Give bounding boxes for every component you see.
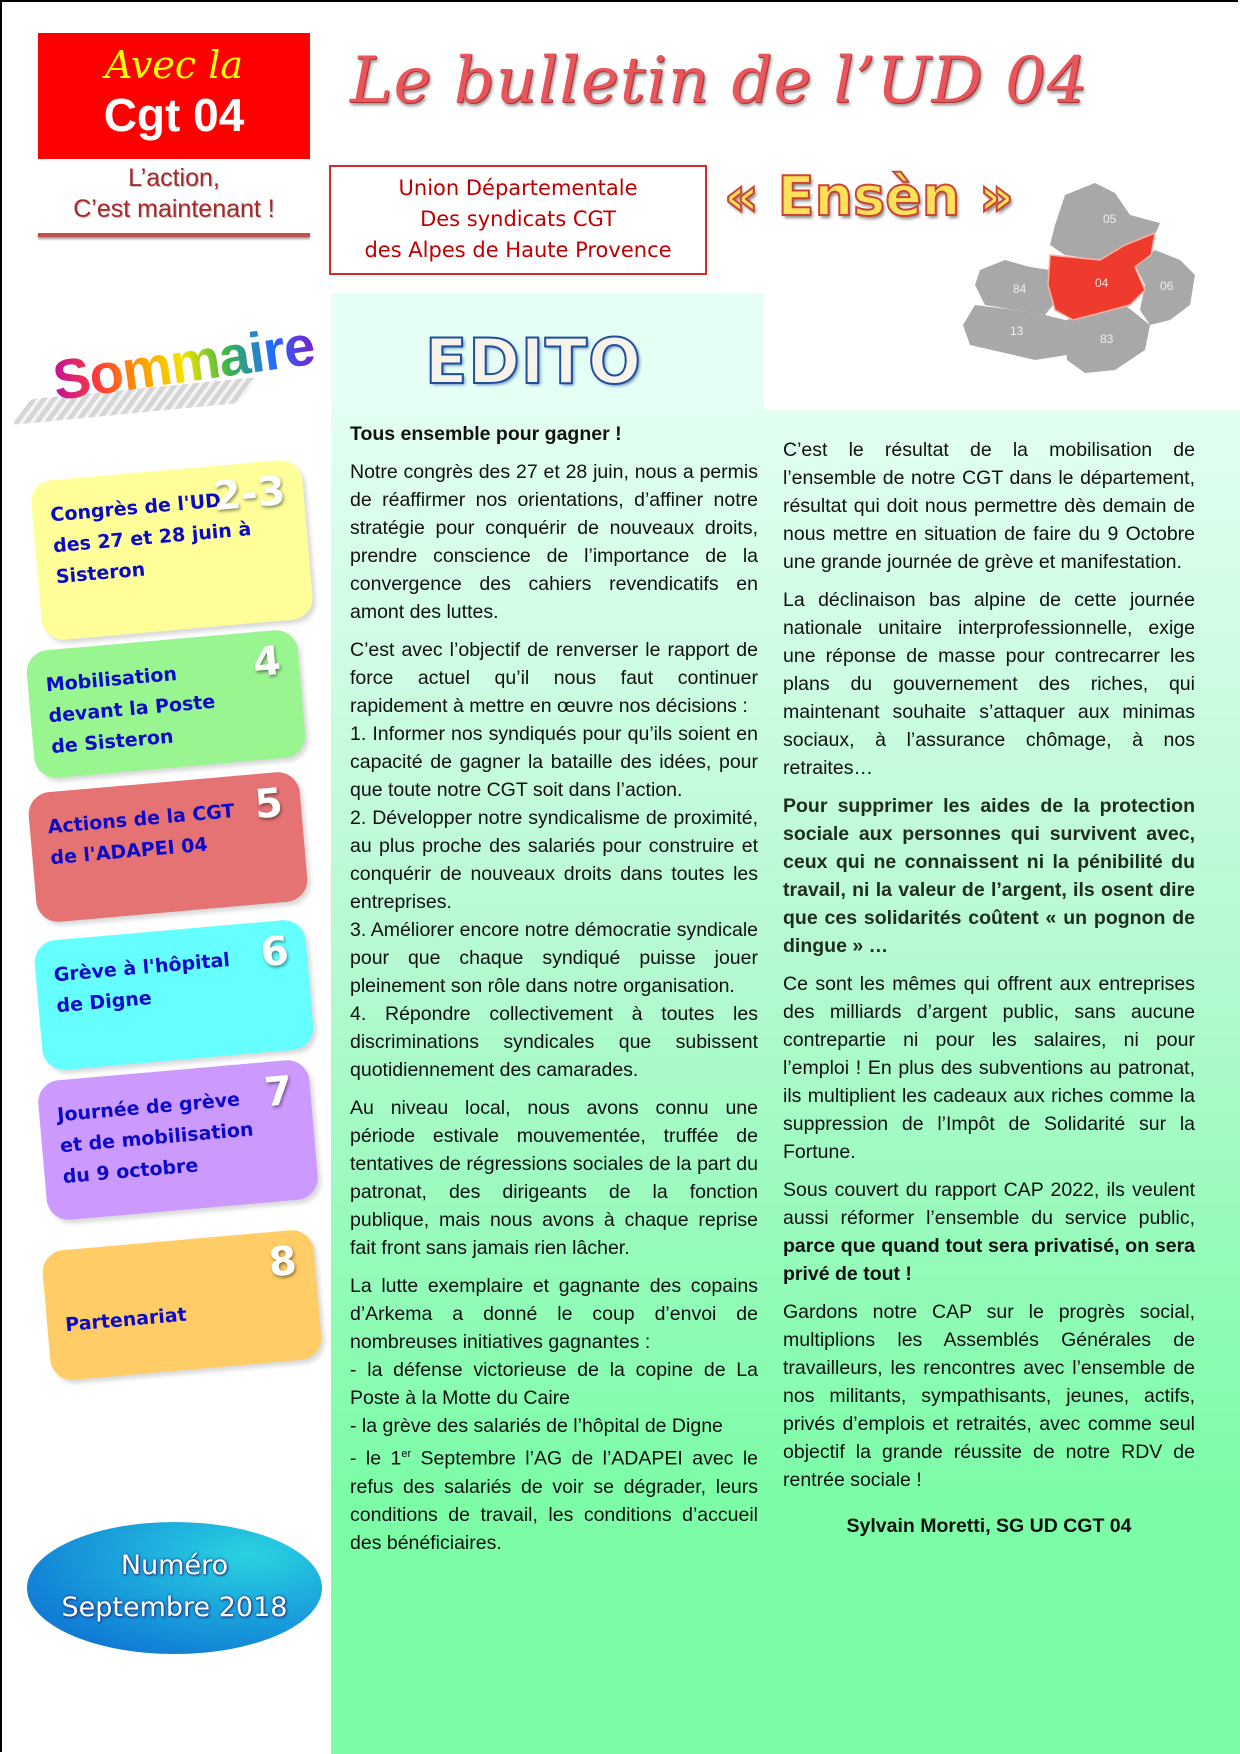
toc-item-text: Congrès de l'UD des 27 et 28 juin à Sisteron	[49, 489, 253, 589]
edito-heading: Tous ensemble pour gagner !	[350, 423, 622, 445]
toc-item-adapei[interactable]	[27, 770, 309, 923]
edito-paragraph: Notre congrès des 27 et 28 juin, nous a permis de réaffirmer nos orientations, d’affiner notre stratégie pour conquérir de nouveaux droits, prendre conscience de l’importance de la convergence des cahiers revendicatifs en amont des luttes.	[350, 461, 758, 623]
toc-item-hopital-digne[interactable]	[33, 918, 315, 1071]
toc-item-text: Actions de la CGT de l'ADAPEI 04	[46, 800, 236, 870]
badge-avec-la: Avec la	[104, 43, 244, 87]
edito-paragraph: Au niveau local, nous avons connu une période estivale mouvementée, truffée de tentatives de régressions sociales de la part du patronat, des dirigeants de la fonction publique, mais nous avons à chaque reprise fait front sans jamais rien lâcher.	[350, 1097, 758, 1259]
edito-title: EDITO	[425, 325, 642, 398]
edito-initiatives	[350, 1272, 758, 1557]
badge-cgt-name: Cgt 04	[103, 89, 245, 141]
slogan-underline	[38, 233, 310, 237]
map-label-05: 05	[1103, 212, 1117, 226]
edito-paragraph: C’est le résultat de la mobilisation de l’ensemble de notre CGT dans le département, résultat qui doit nous permettre dès demain de nous mettre en situation de faire du 9 Octobre une grande journée de grève et manifestation.	[783, 439, 1195, 573]
sommaire-title: Sommaire	[48, 313, 318, 412]
edito-paragraph: C’est avec l’objectif de renverser le rapport de force actuel qu’il nous faut continuer rapidement à mettre en œuvre nos décisions :	[350, 639, 758, 717]
issue-badge	[27, 1522, 322, 1654]
signature: Sylvain Moretti, SG UD CGT 04	[846, 1515, 1132, 1537]
edito-list-item: - la grève des salariés de l’hôpital de Digne	[350, 1415, 723, 1437]
map-label-13: 13	[1010, 324, 1024, 338]
slogan-line-2: C’est maintenant !	[73, 195, 275, 223]
slogan-line-1: L’action,	[128, 164, 220, 192]
slogan	[38, 163, 310, 225]
list-item-prefix: - le 1	[350, 1447, 402, 1470]
union-line-2: Des syndicats CGT	[420, 207, 616, 231]
edito-paragraph: La déclinaison bas alpine de cette journée nationale unitaire interprofessionnelle, exige une réponse de masse pour contrecarrer les plans du gouvernement des riches, qui maintenant souhaite s’attaquer aux minimas sociaux, à l’assurance chômage, à nos retraites…	[783, 589, 1195, 779]
edito-column-left	[350, 420, 758, 1557]
union-line-1: Union Départementale	[398, 176, 638, 200]
edito-list-item: 4. Répondre collectivement à toutes les discriminations syndicales que subissent quotidiennement des camarades.	[350, 1003, 758, 1081]
toc-item-text: Partenariat	[64, 1303, 188, 1337]
edito-list-item: - la défense victorieuse de la copine de La Poste à la Motte du Caire	[350, 1359, 758, 1409]
map-label-83: 83	[1100, 332, 1114, 346]
edito-paragraph-cap2022	[783, 1176, 1195, 1288]
cgt-04-badge	[38, 33, 310, 159]
map-label-84: 84	[1013, 282, 1027, 296]
edito-paragraph: Ce sont les mêmes qui offrent aux entreprises des milliards d’argent public, sans aucune contrepartie ni pour les salaires, ni pour l’emploi ! En plus des subventions au patronat, ils multiplient les cadeaux aux riches comme la suppression de l’Impôt de Solidarité sur la Fortune.	[783, 973, 1195, 1163]
toc-item-page: 2-3	[211, 467, 288, 521]
list-item-rest: Septembre l’AG de l’ADAPEI avec le refus des salariés de voir se dégrader, leurs conditions de travail, les conditions d’accueil des bénéficiaires.	[350, 1447, 758, 1554]
toc-item-partenariat[interactable]	[41, 1228, 323, 1381]
toc-item-page: 5	[252, 779, 285, 829]
cap2022-bold: parce que quand tout sera privatisé, on sera privé de tout !	[783, 1235, 1195, 1285]
edito-paragraph: La lutte exemplaire et gagnante des copains d’Arkema a donné le coup d’envoi de nombreuses initiatives gagnantes :	[350, 1275, 758, 1353]
union-departementale-box	[329, 165, 707, 275]
ensen-nickname: « Ensèn »	[724, 165, 1014, 228]
edito-paragraph: Gardons notre CAP sur le progrès social, multiplions les Assemblés Générales de travailleurs, les rencontres avec l’ensemble de nos militants, sympathisants, jeunes, actifs, privés d’emplois et retraités, avec comme seul objectif la grande réussite de notre RDV de rentrée sociale !	[783, 1301, 1195, 1491]
map-label-06: 06	[1160, 279, 1174, 293]
toc-item-page: 6	[258, 927, 291, 977]
edito-list-item	[350, 1440, 758, 1557]
issue-label: Numéro	[120, 1550, 229, 1581]
edito-list-item: 1. Informer nos syndiqués pour qu’ils soient en capacité de gagner la bataille des idées, pour que toute notre CGT soit dans l’action.	[350, 723, 758, 801]
edito-list-item: 2. Développer notre syndicalisme de proximité, au plus proche des salariés pour construire et conquérir de nouveaux droits dans toutes les entreprises.	[350, 807, 758, 913]
cap2022-text: Sous couvert du rapport CAP 2022, ils veulent aussi réformer l’ensemble du service public,	[783, 1179, 1195, 1229]
edito-list-item: 3. Améliorer encore notre démocratie syndicale pour que chaque syndiqué puisse jouer pleinement son rôle dans notre organisation.	[350, 919, 758, 997]
union-line-3: des Alpes de Haute Provence	[364, 238, 672, 262]
toc-item-mobilisation-poste[interactable]	[25, 628, 307, 779]
superscript-er: er	[401, 1448, 412, 1460]
toc-item-page: 4	[250, 637, 283, 687]
toc-item-text: Journée de grève et de mobilisation du 9 octobre	[56, 1088, 255, 1189]
toc-item-text: Grève à l'hôpital de Digne	[52, 949, 231, 1018]
edito-objectives	[350, 636, 758, 1084]
map-label-04: 04	[1095, 276, 1109, 290]
issue-date: Septembre 2018	[61, 1592, 288, 1623]
toc-item-congres[interactable]	[30, 458, 315, 641]
toc-item-text: Mobilisation devant la Poste de Sisteron	[44, 662, 217, 759]
edito-column-right	[783, 436, 1195, 1540]
toc-item-page: 8	[266, 1237, 299, 1287]
edito-paragraph-bold: Pour supprimer les aides de la protection sociale aux personnes qui survivent avec, ceux qui ne connaissent ni la pénibilité du travail, ni la valeur de l’argent, ils osent dire que ces solidarités coûtent « un pognon de dingue » …	[783, 795, 1195, 957]
toc-item-greve-9-octobre[interactable]	[36, 1058, 319, 1221]
toc-item-page: 7	[262, 1067, 295, 1117]
region-map	[955, 175, 1205, 380]
bulletin-title: Le bulletin de l’UD 04	[350, 44, 1089, 118]
